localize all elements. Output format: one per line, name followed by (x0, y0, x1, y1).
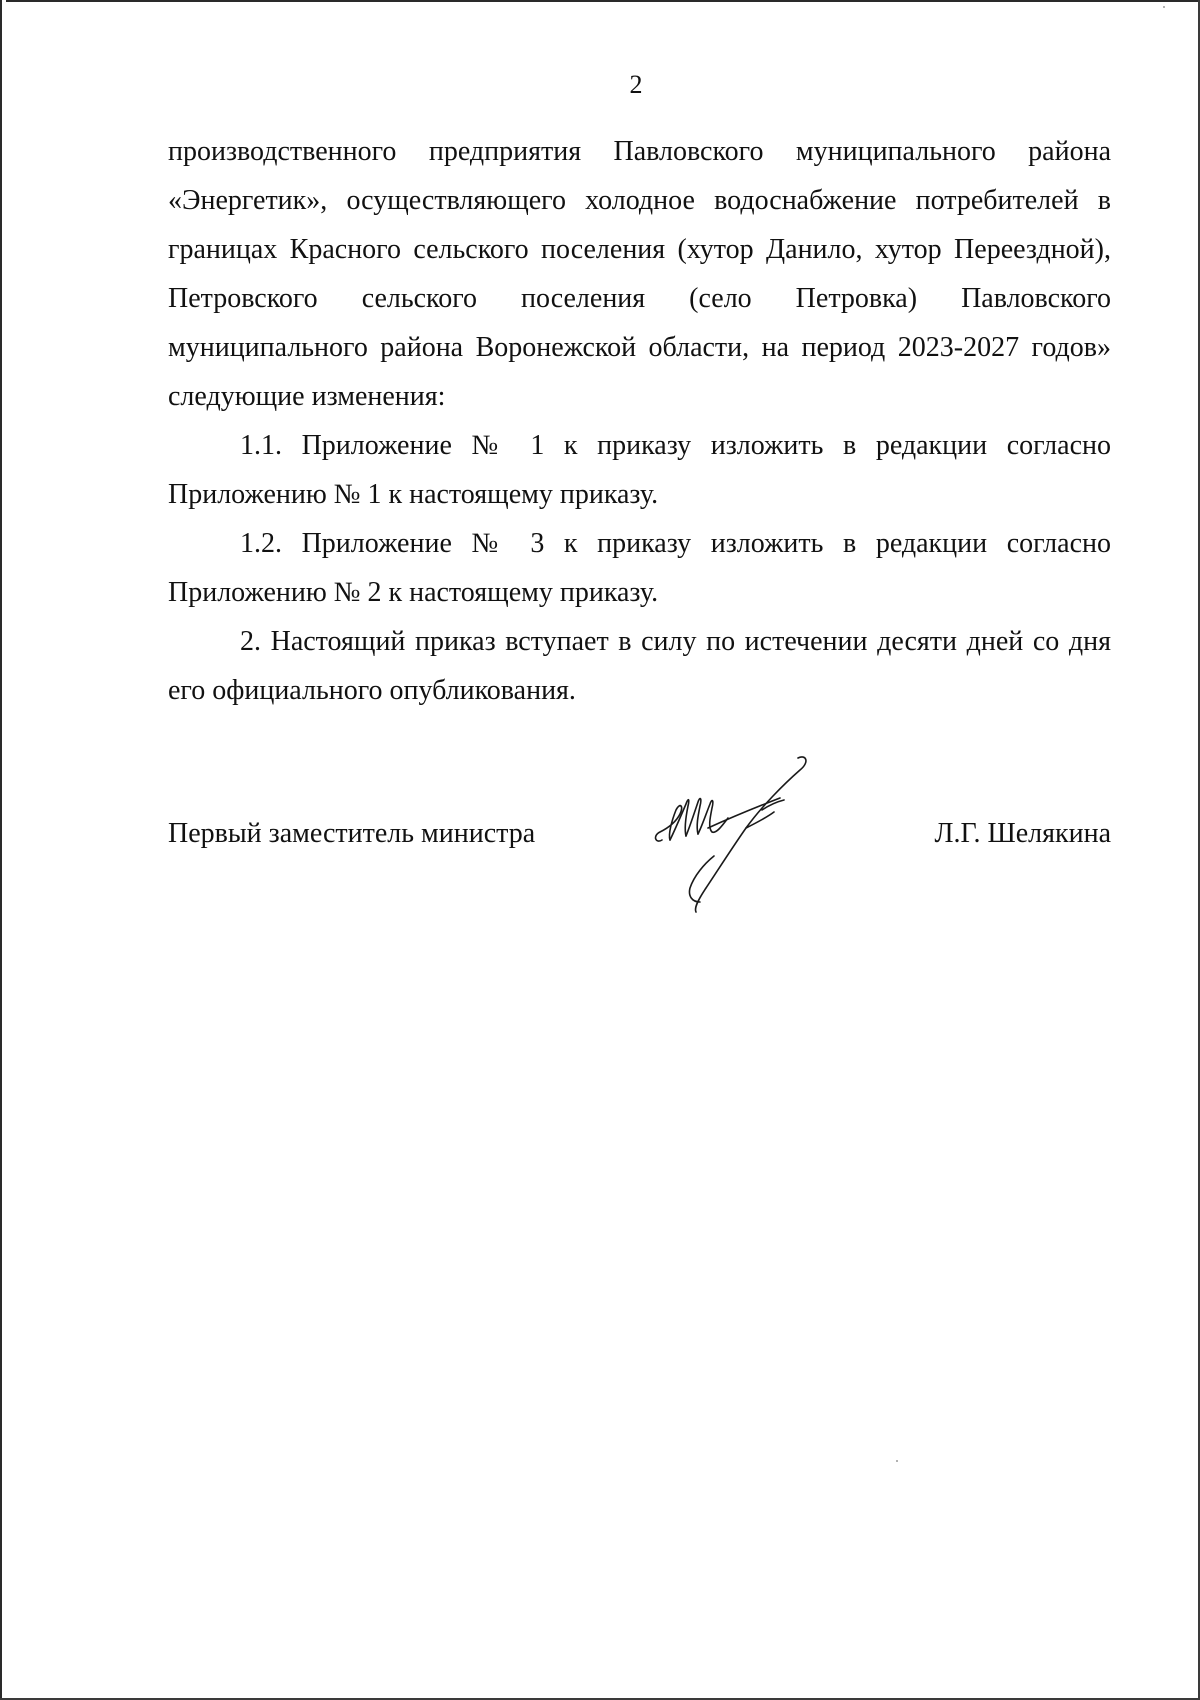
scan-speck (1163, 6, 1165, 8)
paragraph-item-1-1: 1.1. Приложение № 1 к приказу изложить в редакции согласно Приложению № 1 к настоящему приказу. (168, 430, 1111, 510)
scan-speck (896, 1460, 898, 1462)
paragraph-item-2: 2. Настоящий приказ вступает в силу по истечении десяти дней со дня его официального опубликования. (168, 626, 1111, 706)
paragraph-continuation: производственного предприятия Павловского муниципального района «Энергетик», осуществляющего холодное водоснабжение потребителей в границах Красного сельского поселения (хутор Данило, хутор Переездной), Петровского сельского поселения (село Петровка) Павловского муниципального района Воронежской области, на период 2023-2027 годов» следующие изменения: (168, 136, 1111, 412)
scan-edge-top (6, 0, 1200, 2)
handwritten-signature (650, 752, 850, 917)
page-number: 2 (629, 70, 643, 99)
signature-block (168, 806, 1111, 866)
signer-position: Первый заместитель министра (168, 818, 536, 849)
document-body (168, 127, 1111, 715)
signer-name: Л.Г. Шелякина (934, 818, 1111, 849)
paragraph-item-1-2: 1.2. Приложение № 3 к приказу изложить в редакции согласно Приложению № 2 к настоящему приказу. (168, 528, 1111, 608)
scan-edge-left (0, 0, 2, 1700)
